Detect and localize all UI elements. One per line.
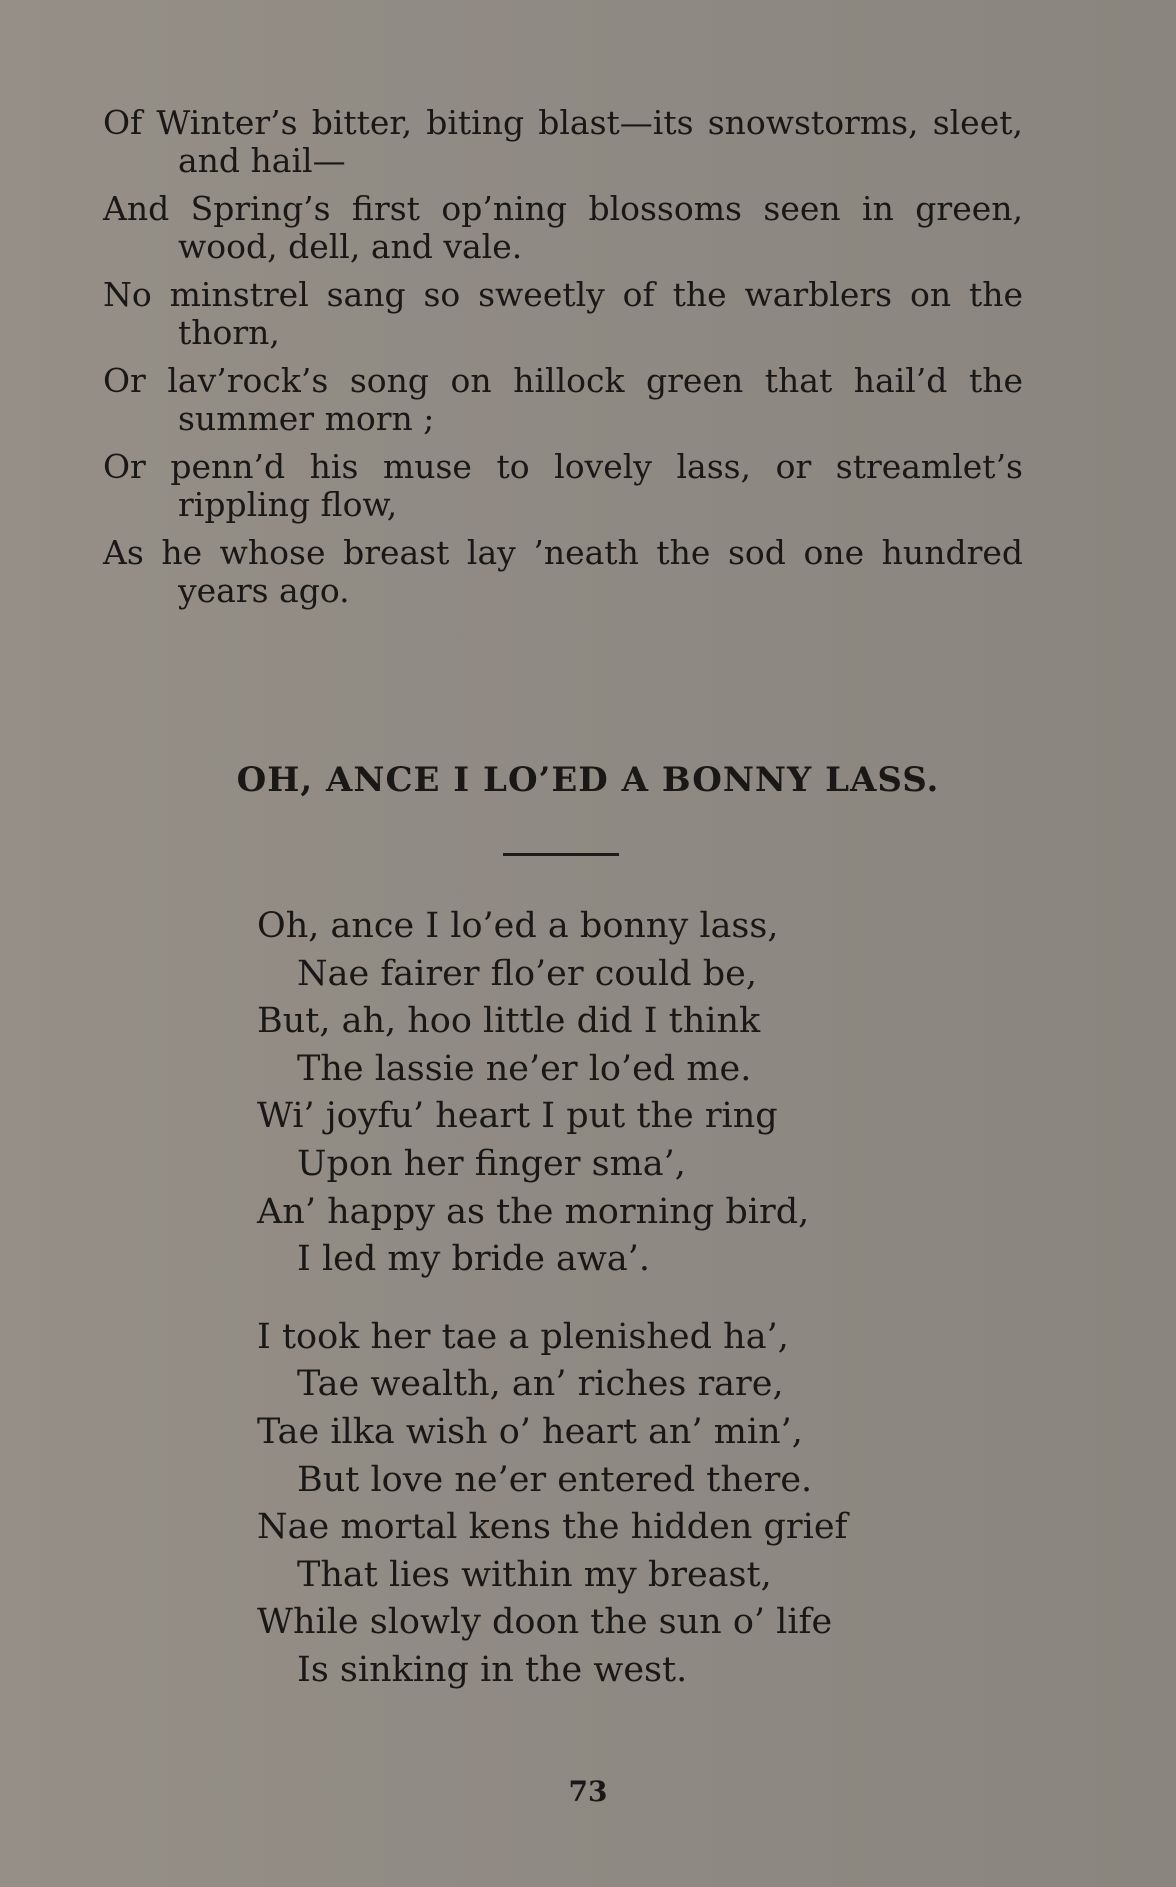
poem-line: Upon her finger sma’, <box>297 1143 686 1184</box>
poem-line: I took her tae a plenished ha’, <box>257 1316 789 1357</box>
title-divider <box>503 853 619 856</box>
poem-line: Is sinking in the west. <box>297 1649 688 1690</box>
poem-line: The lassie ne’er lo’ed me. <box>297 1048 752 1089</box>
intro-line: Or lav’rock’s song on hillock green that hail’d the summer morn ; <box>103 361 1023 438</box>
poem-line: I led my bride awa’. <box>297 1239 650 1280</box>
poem-line: Oh, ance I lo’ed a bonny lass, <box>257 906 779 946</box>
intro-verse <box>103 104 1023 620</box>
intro-line: Or penn’d his muse to lovely lass, or streamlet’s rippling flow, <box>103 447 1023 524</box>
poem-line: But love ne’er entered there. <box>297 1459 813 1500</box>
poem-line: Nae mortal kens the hidden grief <box>257 1507 848 1548</box>
poem-line: An’ happy as the morning bird, <box>257 1191 810 1232</box>
poem-line: Wi’ joyfu’ heart I put the ring <box>257 1096 778 1137</box>
poem-title: OH, ANCE I LO’ED A BONNY LASS. <box>236 760 940 800</box>
poem-line: While slowly doon the sun o’ life <box>257 1602 833 1643</box>
intro-line: As he whose breast lay ’neath the sod one hundred years ago. <box>103 533 1023 610</box>
poem-stanza <box>257 1314 957 1695</box>
poem-line: Tae wealth, an’ riches rare, <box>297 1364 784 1405</box>
poem-stanza <box>257 903 957 1284</box>
intro-line: And Spring’s first op’ning blossoms seen in green, wood, dell, and vale. <box>103 189 1023 266</box>
poem-line: Tae ilka wish o’ heart an’ min’, <box>257 1411 803 1452</box>
intro-line: Of Winter’s bitter, biting blast—its snowstorms, sleet, and hail— <box>103 103 1023 180</box>
poem-line: But, ah, hoo little did I think <box>257 1001 761 1042</box>
poem-body <box>257 903 957 1725</box>
intro-line: No minstrel sang so sweetly of the warblers on the thorn, <box>103 275 1023 352</box>
poem-line: Nae fairer flo’er could be, <box>297 953 757 994</box>
poem-line: That lies within my breast, <box>297 1554 772 1595</box>
page-number: 73 <box>568 1775 608 1808</box>
